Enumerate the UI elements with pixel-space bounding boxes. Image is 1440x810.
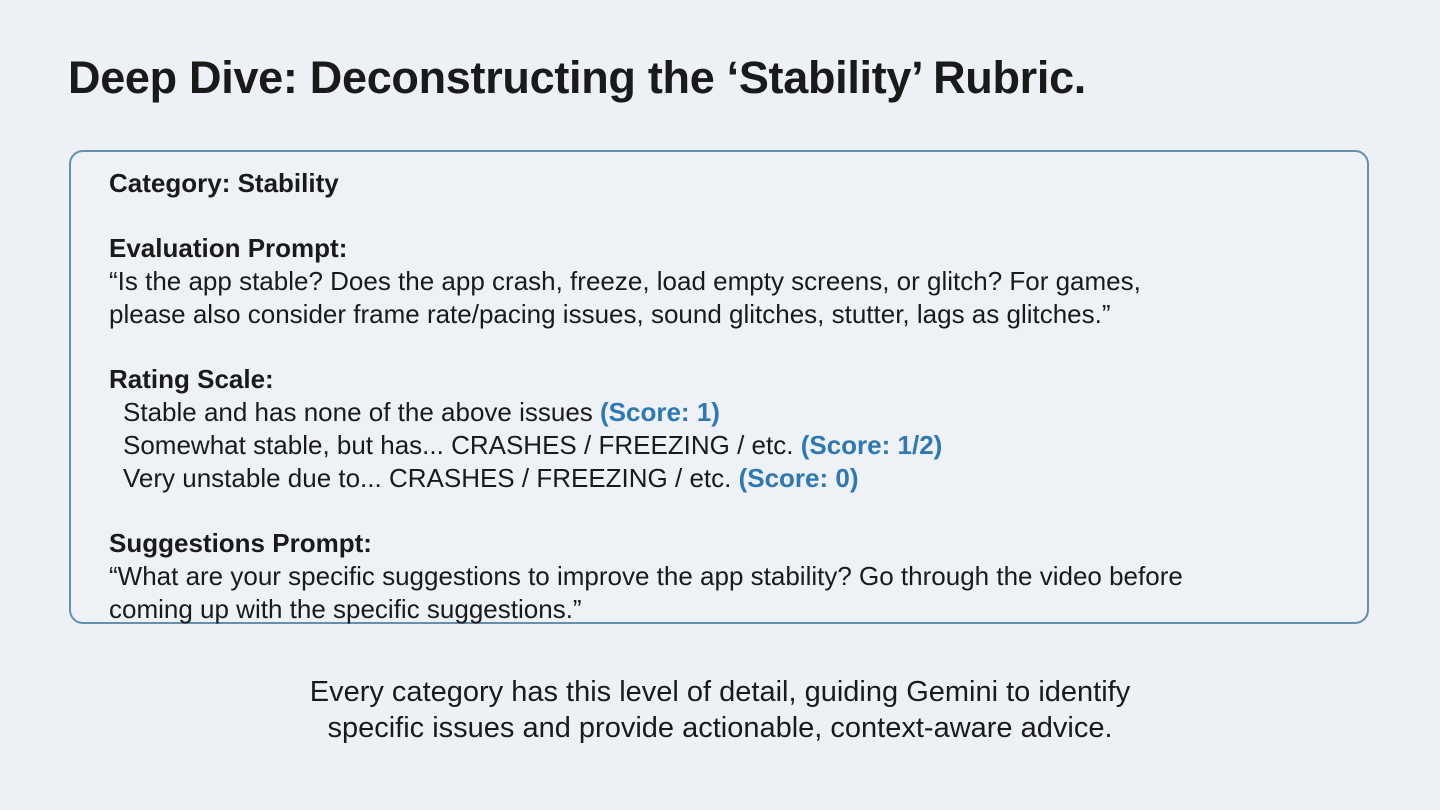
footer-caption bbox=[0, 674, 1440, 746]
rating-scale-item bbox=[109, 429, 1329, 462]
rating-scale-text: Somewhat stable, but has... CRASHES / FREEZING / etc. bbox=[123, 430, 801, 460]
suggestions-prompt-heading: Suggestions Prompt: bbox=[109, 528, 372, 558]
rating-scale-item bbox=[109, 462, 1329, 495]
rating-scale-item bbox=[109, 396, 1329, 429]
suggestions-prompt-line: coming up with the specific suggestions.” bbox=[109, 594, 582, 624]
footer-caption-line: Every category has this level of detail, guiding Gemini to identify bbox=[309, 676, 1131, 708]
evaluation-prompt-line: “Is the app stable? Does the app crash, freeze, load empty screens, or glitch? For games, bbox=[109, 266, 1141, 296]
footer-caption-line: specific issues and provide actionable, context-aware advice. bbox=[327, 712, 1113, 744]
score-label: (Score: 1) bbox=[600, 397, 720, 427]
score-label: (Score: 1/2) bbox=[800, 430, 943, 460]
score-label: (Score: 0) bbox=[738, 463, 859, 493]
rating-scale-text: Stable and has none of the above issues bbox=[123, 397, 601, 427]
evaluation-prompt-heading: Evaluation Prompt: bbox=[109, 233, 348, 263]
evaluation-prompt-line: please also consider frame rate/pacing issues, sound glitches, stutter, lags as glitches.” bbox=[109, 299, 1111, 329]
suggestions-prompt-line: “What are your specific suggestions to improve the app stability? Go through the video before bbox=[109, 561, 1183, 591]
rating-scale-heading: Rating Scale: bbox=[109, 364, 274, 394]
rating-scale-text: Very unstable due to... CRASHES / FREEZING / etc. bbox=[123, 463, 739, 493]
category-heading: Category: Stability bbox=[109, 168, 339, 198]
slide-title: Deep Dive: Deconstructing the ‘Stability’ Rubric. bbox=[68, 52, 1086, 103]
rubric-card-content bbox=[109, 167, 1329, 626]
